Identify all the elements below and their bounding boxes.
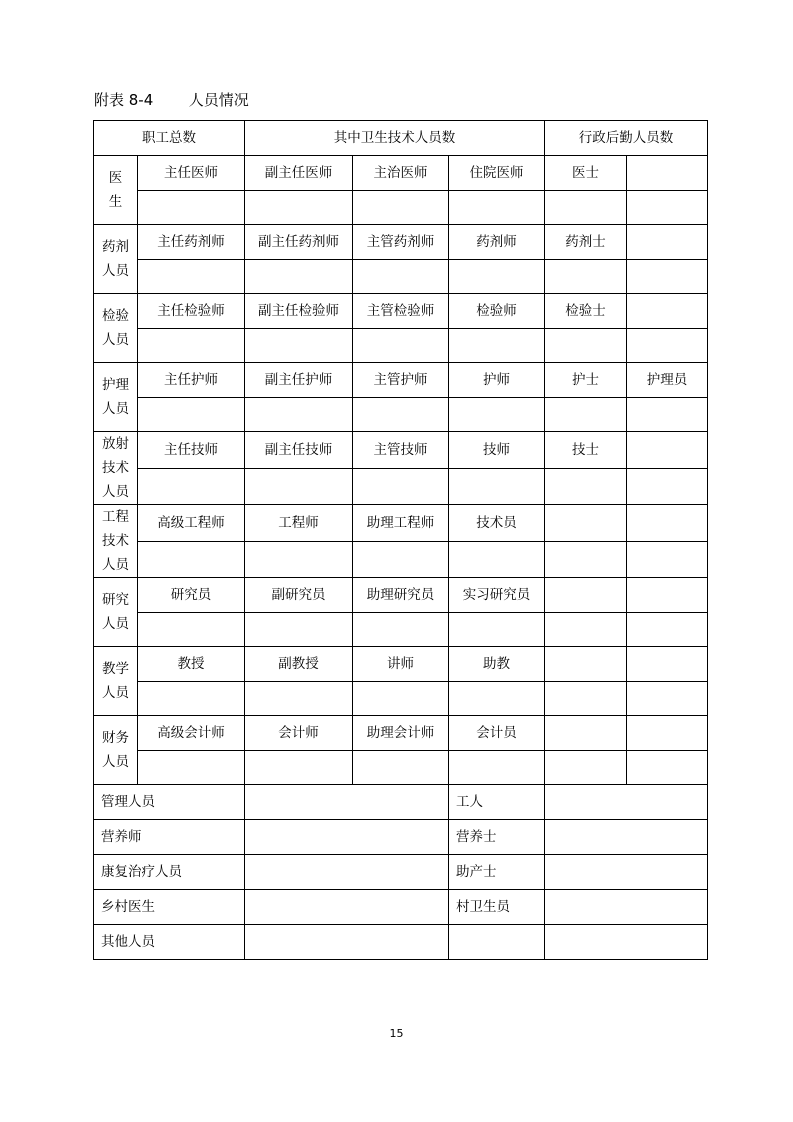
summary-row [94,785,708,820]
title-cell: 住院医师 [449,156,545,191]
category-label [94,578,138,647]
group-title-row [94,716,708,751]
count-cell[interactable] [449,329,545,363]
count-cell[interactable] [353,329,449,363]
group-title-row [94,363,708,398]
title-cell: 工程师 [245,505,353,542]
group-count-row [94,191,708,225]
category-label [94,505,138,578]
header-admin-logistics: 行政后勤人员数 [545,121,708,156]
category-label-line: 技术 [102,460,129,476]
count-cell[interactable] [245,260,353,294]
category-label [94,432,138,505]
count-cell[interactable] [627,260,708,294]
group-count-row [94,751,708,785]
count-cell[interactable] [627,398,708,432]
title-cell: 主任检验师 [138,294,245,329]
count-cell[interactable] [449,191,545,225]
count-cell[interactable] [449,542,545,578]
title-cell: 助理会计师 [353,716,449,751]
title-cell [545,647,627,682]
title-cell: 主治医师 [353,156,449,191]
title-cell: 副主任药剂师 [245,225,353,260]
category-label [94,156,138,225]
title-cell: 副教授 [245,647,353,682]
group-title-row [94,156,708,191]
summary-label-left: 营养师 [94,820,245,855]
summary-value-right[interactable] [545,855,708,890]
title-cell: 技师 [449,432,545,469]
category-label-line: 研究 [102,592,129,608]
group-title-row [94,578,708,613]
title-cell: 助理研究员 [353,578,449,613]
title-cell: 副主任技师 [245,432,353,469]
count-cell[interactable] [545,542,627,578]
group-count-row [94,398,708,432]
title-cell: 副主任医师 [245,156,353,191]
count-cell[interactable] [545,613,627,647]
summary-value-right[interactable] [545,925,708,960]
category-label-line: 人员 [102,557,129,573]
title-cell: 医士 [545,156,627,191]
title-cell: 副研究员 [245,578,353,613]
count-cell[interactable] [353,542,449,578]
summary-value-left[interactable] [245,855,449,890]
summary-row [94,820,708,855]
group-count-row [94,469,708,505]
count-cell[interactable] [449,469,545,505]
count-cell[interactable] [245,398,353,432]
title-cell: 药剂士 [545,225,627,260]
group-title-row [94,225,708,260]
title-cell [545,578,627,613]
category-label-line: 人员 [102,401,129,417]
summary-row [94,855,708,890]
group-title-row [94,647,708,682]
table-number: 附表 8-4 [94,91,154,109]
count-cell[interactable] [449,751,545,785]
summary-row [94,890,708,925]
table-caption [94,89,249,110]
count-cell[interactable] [545,682,627,716]
title-cell: 药剂师 [449,225,545,260]
title-cell: 主管药剂师 [353,225,449,260]
category-label [94,225,138,294]
group-title-row [94,432,708,469]
category-label-line: 教学 [102,661,129,677]
title-cell: 护士 [545,363,627,398]
title-cell: 副主任护师 [245,363,353,398]
count-cell[interactable] [138,682,245,716]
title-cell: 高级工程师 [138,505,245,542]
category-label-line: 人员 [102,263,129,279]
count-cell[interactable] [245,329,353,363]
count-cell[interactable] [353,613,449,647]
count-cell[interactable] [245,542,353,578]
count-cell[interactable] [627,682,708,716]
title-cell: 护理员 [627,363,708,398]
count-cell[interactable] [138,542,245,578]
count-cell[interactable] [138,260,245,294]
title-cell: 主管技师 [353,432,449,469]
title-cell: 主管护师 [353,363,449,398]
category-label-line: 医 [108,170,123,186]
category-label [94,294,138,363]
category-label-line: 生 [108,194,123,210]
count-cell[interactable] [138,469,245,505]
count-cell[interactable] [627,542,708,578]
count-cell[interactable] [353,751,449,785]
count-cell[interactable] [353,469,449,505]
count-cell[interactable] [353,191,449,225]
summary-value-right[interactable] [545,785,708,820]
title-cell: 会计员 [449,716,545,751]
count-cell[interactable] [138,329,245,363]
category-label-line: 人员 [102,332,129,348]
summary-label-left: 乡村医生 [94,890,245,925]
category-label-line: 人员 [102,616,129,632]
count-cell[interactable] [245,191,353,225]
title-cell: 研究员 [138,578,245,613]
summary-label-right: 工人 [449,785,545,820]
title-cell: 主任技师 [138,432,245,469]
count-cell[interactable] [627,191,708,225]
group-title-row [94,505,708,542]
title-cell [627,716,708,751]
group-count-row [94,542,708,578]
header-total-staff: 职工总数 [94,121,245,156]
title-cell: 讲师 [353,647,449,682]
count-cell[interactable] [138,398,245,432]
count-cell[interactable] [627,329,708,363]
title-cell: 助理工程师 [353,505,449,542]
summary-label-left: 管理人员 [94,785,245,820]
count-cell[interactable] [545,469,627,505]
count-cell[interactable] [449,613,545,647]
category-label-line: 药剂 [102,239,129,255]
count-cell[interactable] [449,398,545,432]
title-cell: 护师 [449,363,545,398]
summary-label-right: 助产士 [449,855,545,890]
group-count-row [94,613,708,647]
title-cell: 会计师 [245,716,353,751]
count-cell[interactable] [449,260,545,294]
staff-table [93,120,708,960]
title-cell: 检验师 [449,294,545,329]
title-cell: 副主任检验师 [245,294,353,329]
count-cell[interactable] [545,751,627,785]
title-cell: 技士 [545,432,627,469]
title-cell [627,578,708,613]
count-cell[interactable] [545,191,627,225]
summary-label-right: 营养士 [449,820,545,855]
category-label-line: 放射 [102,436,129,452]
title-cell: 实习研究员 [449,578,545,613]
summary-row [94,925,708,960]
title-cell [545,716,627,751]
title-cell [627,505,708,542]
summary-value-right[interactable] [545,820,708,855]
category-label-line: 人员 [102,685,129,701]
count-cell[interactable] [353,260,449,294]
summary-label-left: 其他人员 [94,925,245,960]
count-cell[interactable] [138,751,245,785]
title-cell [545,505,627,542]
count-cell[interactable] [627,469,708,505]
summary-value-left[interactable] [245,925,449,960]
summary-value-right[interactable] [545,890,708,925]
count-cell[interactable] [545,260,627,294]
title-cell: 主任医师 [138,156,245,191]
count-cell[interactable] [627,613,708,647]
title-cell [627,647,708,682]
category-label-line: 护理 [102,377,129,393]
title-cell: 技术员 [449,505,545,542]
title-cell [627,432,708,469]
title-cell: 主任护师 [138,363,245,398]
category-label [94,716,138,785]
title-cell: 检验士 [545,294,627,329]
count-cell[interactable] [353,398,449,432]
header-row [94,121,708,156]
category-label-line: 技术 [102,533,129,549]
count-cell[interactable] [245,613,353,647]
count-cell[interactable] [627,751,708,785]
title-cell: 高级会计师 [138,716,245,751]
header-health-tech: 其中卫生技术人员数 [245,121,545,156]
count-cell[interactable] [245,469,353,505]
category-label-line: 检验 [102,308,129,324]
summary-value-left[interactable] [245,785,449,820]
summary-value-left[interactable] [245,890,449,925]
count-cell[interactable] [545,398,627,432]
category-label-line: 人员 [102,754,129,770]
title-cell [627,294,708,329]
category-label-line: 工程 [102,509,129,525]
title-cell: 教授 [138,647,245,682]
category-label [94,647,138,716]
table-title: 人员情况 [188,91,249,109]
title-cell: 主任药剂师 [138,225,245,260]
summary-label-left: 康复治疗人员 [94,855,245,890]
category-label-line: 财务 [102,730,129,746]
category-label [94,363,138,432]
summary-label-right: 村卫生员 [449,890,545,925]
count-cell[interactable] [245,751,353,785]
title-cell [627,156,708,191]
group-count-row [94,329,708,363]
count-cell[interactable] [449,682,545,716]
count-cell[interactable] [138,613,245,647]
count-cell[interactable] [545,329,627,363]
summary-value-left[interactable] [245,820,449,855]
category-label-line: 人员 [102,484,129,500]
count-cell[interactable] [353,682,449,716]
group-count-row [94,682,708,716]
summary-label-right [449,925,545,960]
title-cell [627,225,708,260]
group-title-row [94,294,708,329]
group-count-row [94,260,708,294]
count-cell[interactable] [245,682,353,716]
page-number: 15 [389,1027,404,1040]
title-cell: 助教 [449,647,545,682]
title-cell: 主管检验师 [353,294,449,329]
count-cell[interactable] [138,191,245,225]
